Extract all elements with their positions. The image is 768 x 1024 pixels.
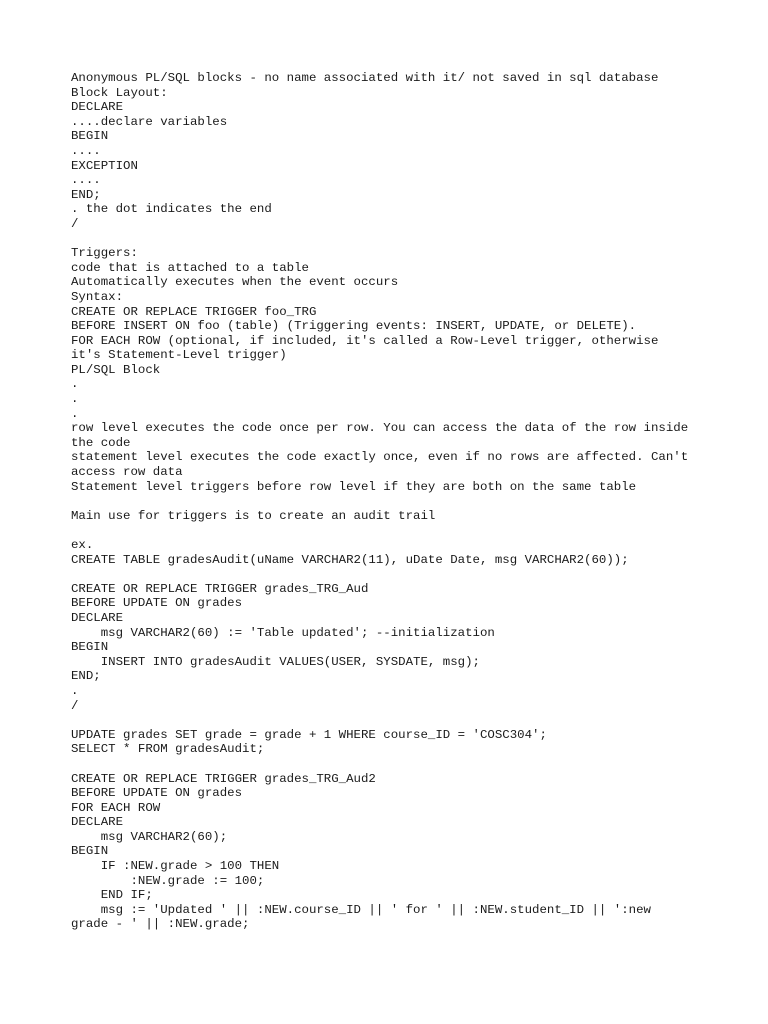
text-line: DECLARE [71, 610, 124, 625]
text-line [71, 757, 711, 772]
text-line: EXCEPTION [71, 158, 138, 173]
text-line: END; [71, 187, 101, 202]
text-line: BEFORE UPDATE ON grades [71, 596, 243, 611]
text-line [71, 232, 711, 247]
text-line: BEGIN [71, 844, 109, 859]
document-text [71, 71, 711, 932]
text-line: INSERT INTO gradesAudit VALUES(USER, SYSDATE, msg); [71, 654, 480, 669]
text-line: BEGIN [71, 129, 109, 144]
text-line [71, 523, 711, 538]
text-line: CREATE OR REPLACE TRIGGER grades_TRG_Aud2 [71, 771, 376, 786]
text-line: Main use for triggers is to create an audit trail [71, 508, 436, 523]
text-line: . [71, 406, 79, 421]
text-line: CREATE TABLE gradesAudit(uName VARCHAR2(11), uDate Date, msg VARCHAR2(60)); [71, 552, 629, 567]
text-line: / [71, 698, 79, 713]
text-line: grade - ' || :NEW.grade; [71, 917, 250, 932]
text-line: . [71, 377, 79, 392]
text-line [71, 713, 711, 728]
text-line: statement level executes the code exactly once, even if no rows are affected. Can't [71, 450, 689, 465]
text-line: . the dot indicates the end [71, 202, 272, 217]
text-line [71, 567, 711, 582]
text-line: SELECT * FROM gradesAudit; [71, 742, 265, 757]
text-line: access row data [71, 465, 183, 480]
text-line: row level executes the code once per row. You can access the data of the row inside [71, 421, 689, 436]
text-line: CREATE OR REPLACE TRIGGER grades_TRG_Aud [71, 581, 369, 596]
text-line: msg VARCHAR2(60); [71, 829, 228, 844]
text-line [71, 494, 711, 509]
text-line: IF :NEW.grade > 100 THEN [71, 859, 280, 874]
text-line: .... [71, 143, 101, 158]
text-line: .... [71, 173, 101, 188]
text-line: . [71, 683, 79, 698]
text-line: Triggers: [71, 246, 138, 261]
text-line: DECLARE [71, 100, 124, 115]
text-line: BEGIN [71, 640, 109, 655]
text-line: ....declare variables [71, 114, 228, 129]
text-line: the code [71, 435, 131, 450]
text-line: it's Statement-Level trigger) [71, 348, 287, 363]
text-line: PL/SQL Block [71, 362, 161, 377]
text-line: / [71, 216, 79, 231]
text-line: Syntax: [71, 289, 124, 304]
text-line: . [71, 392, 79, 407]
text-line: BEFORE UPDATE ON grades [71, 786, 243, 801]
text-line: Statement level triggers before row level if they are both on the same table [71, 479, 637, 494]
text-line: DECLARE [71, 815, 124, 830]
text-line: FOR EACH ROW (optional, if included, it's called a Row-Level trigger, otherwise [71, 333, 659, 348]
text-line: FOR EACH ROW [71, 800, 161, 815]
text-line: UPDATE grades SET grade = grade + 1 WHERE course_ID = 'COSC304'; [71, 727, 547, 742]
text-line: msg := 'Updated ' || :NEW.course_ID || ' for ' || :NEW.student_ID || ':new [71, 902, 651, 917]
text-line: END; [71, 669, 101, 684]
text-line: Block Layout: [71, 85, 168, 100]
text-line: BEFORE INSERT ON foo (table) (Triggering events: INSERT, UPDATE, or DELETE). [71, 319, 637, 334]
text-line: Automatically executes when the event occurs [71, 275, 399, 290]
text-line: CREATE OR REPLACE TRIGGER foo_TRG [71, 304, 317, 319]
text-line: ex. [71, 538, 94, 552]
text-line: END IF; [71, 888, 153, 903]
text-line: msg VARCHAR2(60) := 'Table updated'; --initialization [71, 625, 495, 640]
text-line: code that is attached to a table [71, 260, 309, 275]
text-line: :NEW.grade := 100; [71, 873, 265, 888]
text-line: Anonymous PL/SQL blocks - no name associated with it/ not saved in sql database [71, 71, 659, 85]
